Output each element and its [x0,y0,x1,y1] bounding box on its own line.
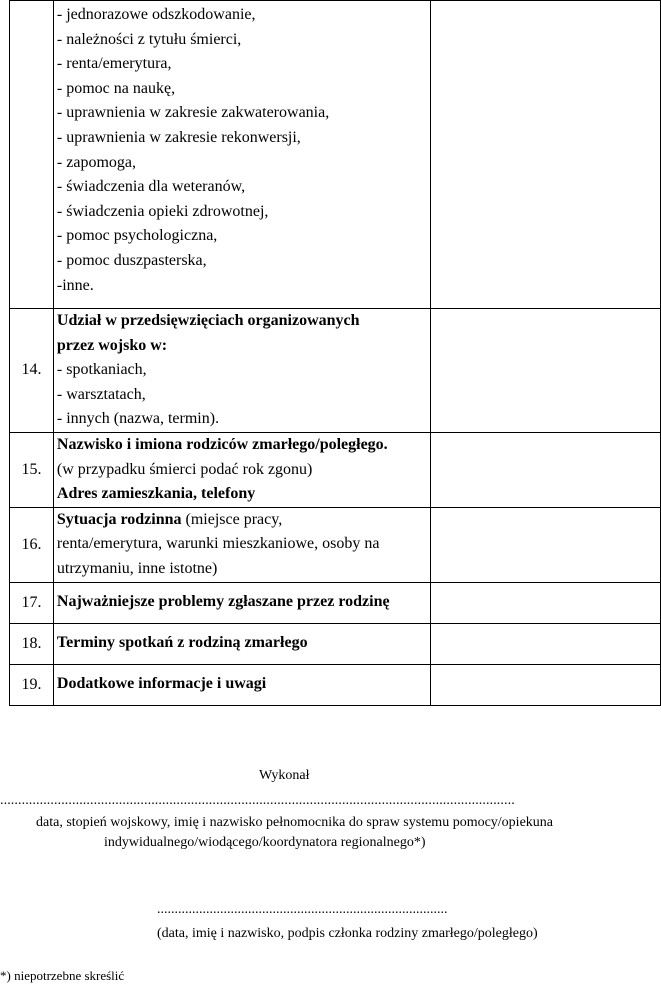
table-row [10,309,661,433]
table-row [10,432,661,507]
answer-cell[interactable] [430,432,660,507]
signature-caption: indywidualnego/wiodącego/koordynatora regionalnego*) [104,835,426,850]
row-content-cell [53,432,430,507]
list-item: - świadczenia opieki zdrowotnej, [56,202,269,220]
row-number: 14. [10,309,54,433]
list-item: - innych (nazwa, termin). [56,410,220,428]
family-signature-caption: (data, imię i nazwisko, podpis członka rodziny zmarłego/poległego) [157,926,538,941]
signature-caption: data, stopień wojskowy, imię i nazwisko pełnomocnika do spraw systemu pomocy/opiekuna [36,815,554,830]
row-content-cell [53,309,430,433]
form-table [9,0,661,706]
row-number: 17. [10,582,54,623]
list-item: - spotkaniach, [56,361,147,379]
table-row [10,1,661,309]
row-number: 18. [10,623,54,664]
list-item: - renta/emerytura, [56,55,172,73]
row-note: renta/emerytura, warunki mieszkaniowe, osoby na [56,535,380,553]
row-title: Dodatkowe informacje i uwagi [56,675,267,693]
row-note: (miejsce pracy, [181,510,283,528]
table-row [10,582,661,623]
table-row [10,664,661,705]
answer-cell[interactable] [430,664,660,705]
row-note: (w przypadku śmierci podać rok zgonu) [56,460,313,478]
footnote: *) niepotrzebne skreślić [0,968,125,983]
signature-line: ............................................................................................................................................... [0,793,515,808]
row-content-cell [53,1,430,309]
table-row [10,507,661,582]
row-note: utrzymaniu, inne istotne) [56,559,218,577]
list-item: - należności z tytułu śmierci, [56,30,242,48]
list-item: - uprawnienia w zakresie rekonwersji, [56,128,301,146]
row-content-cell [53,623,430,664]
list-item: - pomoc psychologiczna, [56,227,218,245]
list-item: - zapomoga, [56,153,136,171]
list-item: - jednorazowe odszkodowanie, [56,6,256,23]
list-item: - warsztatach, [56,385,146,403]
row-number: 16. [10,507,54,582]
row-number: 15. [10,432,54,507]
table-row [10,623,661,664]
row-title: Nazwisko i imiona rodziców zmarłego/poległego. [56,435,388,453]
row-title: przez wojsko w: [56,336,168,354]
list-item: - pomoc duszpasterska, [56,251,207,269]
performed-by-label: Wykonał [259,768,310,783]
row-number: 19. [10,664,54,705]
row-content-cell [53,507,430,582]
answer-cell[interactable] [430,507,660,582]
answer-cell[interactable] [430,623,660,664]
list-item: - świadczenia dla weteranów, [56,178,246,196]
row-title: Najważniejsze problemy zgłaszane przez rodzinę [56,593,390,611]
row-title: Terminy spotkań z rodziną zmarłego [56,634,308,652]
row-title: Adres zamieszkania, telefony [56,485,256,503]
row-title: Sytuacja rodzinna [56,510,182,528]
row-number-cell [10,1,54,309]
answer-cell[interactable] [430,582,660,623]
answer-cell[interactable] [430,1,660,309]
list-item: - uprawnienia w zakresie zakwaterowania, [56,104,330,122]
row-title: Udział w przedsięwzięciach organizowanych [56,312,360,329]
family-signature-line: ................................................................................... [157,902,448,917]
row-content-cell [53,664,430,705]
answer-cell[interactable] [430,309,660,433]
list-item: -inne. [56,276,94,294]
list-item: - pomoc na naukę, [56,79,176,97]
row-content-cell [53,582,430,623]
